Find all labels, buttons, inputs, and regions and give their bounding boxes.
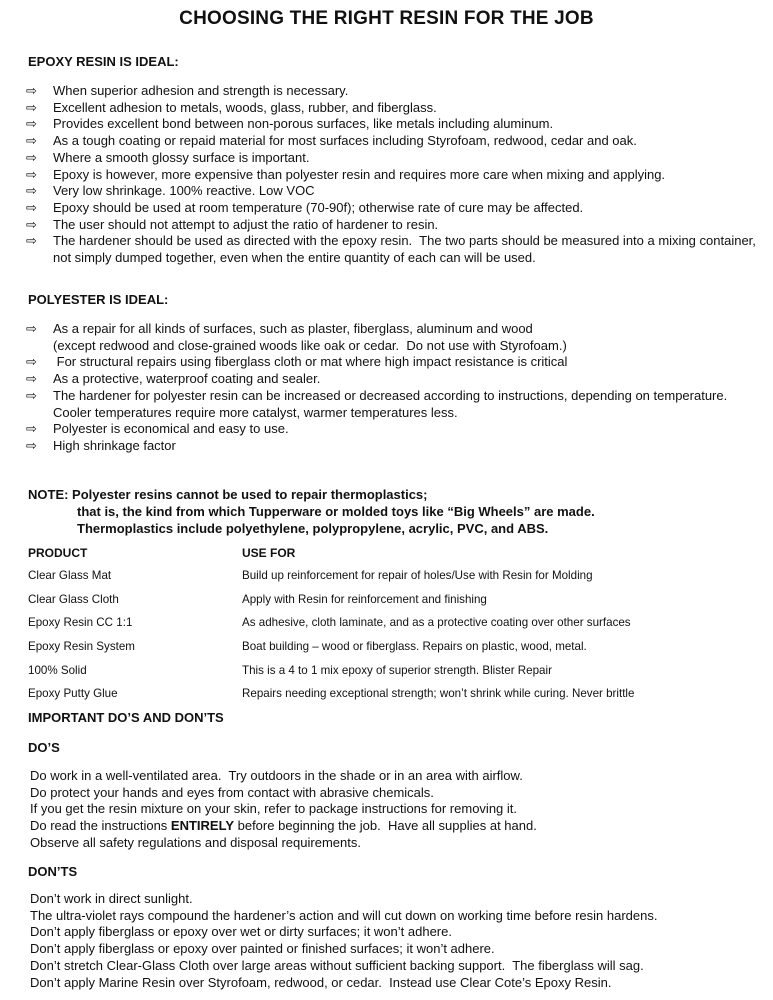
arrow-icon: ⇨ — [26, 354, 37, 370]
arrow-icon: ⇨ — [26, 421, 37, 437]
emphasis-text: ENTIRELY — [170, 818, 234, 834]
note-line: that is, the kind from which Tupperware or molded toys like “Big Wheels” are made. — [77, 504, 595, 519]
table-header-row — [28, 542, 634, 564]
use-for-cell: Repairs needing exceptional strength; won’t shrink while curing. Never brittle — [242, 687, 635, 701]
list-item: ⇨ The hardener should be used as directed with the epoxy resin. The two parts should be measured into a mixing container, not simply dumped together, even when the entire quantity of each can will be used. — [26, 233, 760, 266]
arrow-icon: ⇨ — [26, 371, 37, 387]
list-item: ⇨ The user should not attempt to adjust the ratio of hardener to resin. — [26, 216, 439, 232]
list-item: ⇨ As a protective, waterproof coating and sealer. — [26, 371, 321, 387]
product-cell: Clear Glass Cloth — [28, 592, 119, 606]
product-cell: Epoxy Putty Glue — [28, 687, 118, 701]
list-item: ⇨ High shrinkage factor — [26, 437, 176, 453]
list-item: ⇨ Where a smooth glossy surface is important. — [26, 149, 310, 165]
arrow-icon: ⇨ — [26, 166, 37, 182]
list-item: ⇨ Epoxy is however, more expensive than polyester resin and requires more care when mixing and applying. — [26, 166, 666, 182]
donts-heading: DON’TS — [28, 864, 78, 879]
polyester-heading: POLYESTER IS IDEAL: — [28, 292, 169, 307]
list-item: The ultra-violet rays compound the hardener’s action and will cut down on working time before resin hardens. — [30, 907, 658, 923]
product-cell: Epoxy Resin CC 1:1 — [28, 616, 133, 630]
note-line: Thermoplastics include polyethylene, polypropylene, acrylic, PVC, and ABS. — [77, 521, 549, 536]
arrow-icon: ⇨ — [26, 387, 37, 403]
polyester-list — [26, 321, 766, 455]
epoxy-heading: EPOXY RESIN IS IDEAL: — [28, 54, 179, 69]
list-item: Don’t apply fiberglass or epoxy over painted or finished surfaces; it won’t adhere. — [30, 941, 495, 957]
epoxy-list — [26, 83, 766, 267]
note-line: NOTE: Polyester resins cannot be used to repair thermoplastics; — [28, 487, 428, 502]
list-item: Do work in a well-ventilated area. Try outdoors in the shade or in an area with airflow. — [30, 768, 523, 783]
list-item: ⇨ When superior adhesion and strength is necessary. — [26, 83, 349, 98]
list-item: If you get the resin mixture on your skin, refer to package instructions for removing it. — [30, 801, 517, 817]
list-item: Do read the instructions ENTIRELY before beginning the job. Have all supplies at hand. — [30, 818, 537, 834]
product-cell: Epoxy Resin System — [28, 640, 135, 654]
table-row — [28, 611, 634, 635]
dos-heading: DO’S — [28, 740, 60, 755]
arrow-icon: ⇨ — [26, 199, 37, 215]
arrow-icon: ⇨ — [26, 149, 37, 165]
list-item: Don’t apply fiberglass or epoxy over wet or dirty surfaces; it won’t adhere. — [30, 924, 452, 940]
product-cell: 100% Solid — [28, 663, 87, 677]
list-item: Don’t stretch Clear-Glass Cloth over large areas without sufficient backing support. The fiberglass will sag. — [30, 957, 644, 973]
arrow-icon: ⇨ — [26, 437, 37, 453]
use-for-cell: Boat building – wood or fiberglass. Repairs on plastic, wood, metal. — [242, 640, 587, 654]
list-item: Don’t work in direct sunlight. — [30, 891, 193, 906]
list-item: ⇨ Very low shrinkage. 100% reactive. Low VOC — [26, 183, 315, 199]
arrow-icon: ⇨ — [26, 133, 37, 149]
arrow-icon: ⇨ — [26, 116, 37, 132]
list-item: ⇨ The hardener for polyester resin can be increased or decreased according to instructions, depending on temperature. Cooler temperatures require more catalyst, warmer temperatures less. — [26, 387, 735, 420]
important-heading: IMPORTANT DO’S AND DON’TS — [28, 710, 224, 725]
arrow-icon: ⇨ — [26, 83, 37, 98]
list-item: ⇨ As a tough coating or repaid material for most surfaces including Styrofoam, redwood, cedar and oak. — [26, 133, 637, 149]
list-item: Observe all safety regulations and disposal requirements. — [30, 834, 361, 850]
column-header: USE FOR — [242, 546, 296, 560]
use-for-cell: Build up reinforcement for repair of holes/Use with Resin for Molding — [242, 569, 593, 583]
dos-list — [30, 768, 770, 852]
use-for-cell: As adhesive, cloth laminate, and as a protective coating over other surfaces — [242, 616, 631, 630]
arrow-icon: ⇨ — [26, 183, 37, 199]
arrow-icon: ⇨ — [26, 216, 37, 232]
thermoplastics-note — [28, 486, 595, 537]
list-item: ⇨ Provides excellent bond between non-porous surfaces, like metals including aluminum. — [26, 116, 554, 132]
list-item: ⇨ As a repair for all kinds of surfaces, such as plaster, fiberglass, aluminum and wood (except redwood and close-grained woods like oak or cedar. Do not use with Styrofoam.) — [26, 321, 567, 353]
product-cell: Clear Glass Mat — [28, 569, 112, 583]
arrow-icon: ⇨ — [26, 321, 37, 336]
arrow-icon: ⇨ — [26, 233, 37, 249]
list-item: Don’t apply Marine Resin over Styrofoam, redwood, or cedar. Instead use Clear Cote’s Epoxy Resin. — [30, 974, 612, 990]
list-item: ⇨ Epoxy should be used at room temperature (70-90f); otherwise rate of cure may be affected. — [26, 199, 584, 215]
table-row — [28, 682, 634, 706]
arrow-icon: ⇨ — [26, 99, 37, 115]
table-row — [28, 564, 634, 588]
donts-list — [30, 891, 770, 991]
page-title: CHOOSING THE RIGHT RESIN FOR THE JOB — [179, 8, 594, 29]
product-table — [28, 542, 634, 706]
list-item: ⇨ Polyester is economical and easy to use. — [26, 421, 289, 437]
list-item: Do protect your hands and eyes from contact with abrasive chemicals. — [30, 784, 434, 800]
use-for-cell: This is a 4 to 1 mix epoxy of superior strength. Blister Repair — [242, 663, 552, 677]
column-header: PRODUCT — [28, 546, 88, 560]
use-for-cell: Apply with Resin for reinforcement and finishing — [242, 592, 487, 606]
table-row — [28, 635, 634, 659]
list-item: ⇨ Excellent adhesion to metals, woods, glass, rubber, and fiberglass. — [26, 99, 437, 115]
table-row — [28, 588, 634, 612]
table-row — [28, 658, 634, 682]
list-item: ⇨ For structural repairs using fiberglass cloth or mat where high impact resistance is critical — [26, 354, 568, 370]
